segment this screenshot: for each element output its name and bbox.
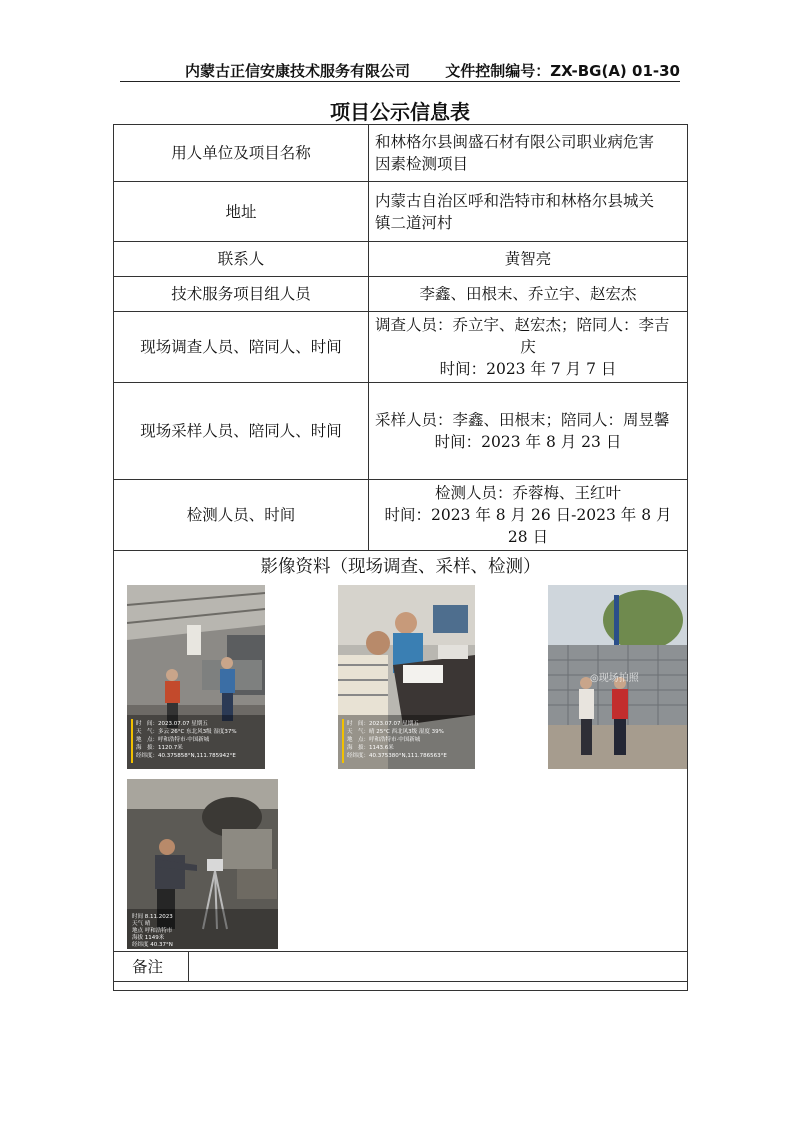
- photo-stamp-line: 经纬度 40.37°N: [132, 942, 173, 948]
- photo-stamp-line: 经纬度：40.375858°N,111.785942°E: [136, 753, 236, 759]
- unit-value-line: 因素检测项目: [375, 155, 469, 173]
- remarks-table: [113, 951, 688, 982]
- document-control-number: 文件控制编号：ZX-BG(A) 01-30: [445, 62, 680, 80]
- photo-watermark: ◎现场拍照: [590, 673, 639, 684]
- address-value-line: 镇二道河村: [375, 213, 453, 232]
- row-media: [114, 551, 688, 991]
- photo-stamp-line: 时 间：2023.07.07 星期五: [136, 721, 208, 727]
- row-address: [114, 182, 688, 242]
- photo-stamp-line: 地 点：呼和浩特市·中国新城: [347, 737, 421, 743]
- organization-name: 内蒙古正信安康技术服务有限公司: [185, 62, 411, 80]
- address-value-line: 内蒙古自治区呼和浩特市和林格尔县城关: [375, 191, 655, 210]
- photo-stamp-line: 海 拔：1120.7米: [136, 745, 183, 751]
- survey-label: 现场调查人员、陪同人、时间: [114, 312, 369, 383]
- address-value: [369, 182, 688, 242]
- unit-value: [369, 125, 688, 182]
- document-title: 项目公示信息表: [330, 100, 470, 124]
- page-header: [120, 58, 680, 80]
- survey-value: [369, 312, 688, 383]
- photo-stamp-line: 天 气：晴 25°C 西北风3级 湿度 39%: [347, 729, 444, 735]
- row-remarks: [114, 952, 688, 982]
- photo-stamp-line: 海拔 1149米: [132, 935, 165, 941]
- photo-stamp-line: 天气 晴: [132, 921, 151, 927]
- photo-stamp-line: 地 点：呼和浩特市·中国新城: [136, 737, 210, 743]
- row-unit: [114, 125, 688, 182]
- row-survey: [114, 312, 688, 383]
- contact-label: 联系人: [114, 242, 369, 277]
- header-divider: [120, 81, 680, 82]
- testing-value-line: 检测人员：乔蓉梅、王红叶: [434, 484, 621, 502]
- factory-survey-photo[interactable]: [127, 585, 265, 769]
- remarks-label: 备注: [114, 952, 189, 982]
- photo-gallery: [120, 582, 681, 987]
- row-testing: [114, 480, 688, 551]
- survey-date: 时间：2023 年 7 月 7 日: [439, 360, 617, 378]
- testing-label: 检测人员、时间: [114, 480, 369, 551]
- survey-value-line: 庆: [520, 338, 536, 356]
- team-value: 李鑫、田根末、乔立宇、赵宏杰: [369, 277, 688, 312]
- outdoor-staff-photo[interactable]: [548, 585, 687, 769]
- sampling-value: [369, 383, 688, 480]
- photo-stamp-line: 天 气：多云 26°C 东北风3级 湿度37%: [136, 729, 237, 735]
- sampling-label: 现场采样人员、陪同人、时间: [114, 383, 369, 480]
- unit-value-line: 和林格尔县闽盛石材有限公司职业病危害: [375, 133, 655, 151]
- remarks-value: [189, 952, 688, 982]
- row-sampling: [114, 383, 688, 480]
- photo-stamp-line: 时 间：2023.07.07 星期五: [347, 721, 419, 727]
- project-info-table: [113, 124, 688, 991]
- sampling-equipment-photo[interactable]: [127, 779, 278, 949]
- photo-stamp-line: 经纬度：40.375380°N,111.786563°E: [347, 753, 447, 759]
- address-label: 地址: [114, 182, 369, 242]
- sampling-value-line: 采样人员：李鑫、田根末；陪同人：周昱馨: [375, 411, 670, 429]
- unit-label: 用人单位及项目名称: [114, 125, 369, 182]
- row-contact: [114, 242, 688, 277]
- row-team: [114, 277, 688, 312]
- testing-date: 时间：2023 年 8 月 26 日-2023 年 8 月 28 日: [384, 506, 672, 546]
- team-label: 技术服务项目组人员: [114, 277, 369, 312]
- survey-value-line: 调查人员：乔立宇、赵宏杰；陪同人：李吉: [375, 316, 670, 334]
- testing-value: [369, 480, 688, 551]
- contact-value: 黄智亮: [369, 242, 688, 277]
- photo-stamp-line: 时间 8.11.2023: [132, 914, 173, 920]
- media-title: 影像资料（现场调查、采样、检测）: [260, 557, 541, 577]
- photo-stamp-line: 地点 呼和浩特市: [132, 928, 173, 934]
- photo-stamp-line: 海 拔：1143.6米: [347, 745, 394, 751]
- office-interview-photo[interactable]: [338, 585, 475, 769]
- media-cell: [114, 551, 688, 991]
- sampling-date: 时间：2023 年 8 月 23 日: [434, 433, 622, 451]
